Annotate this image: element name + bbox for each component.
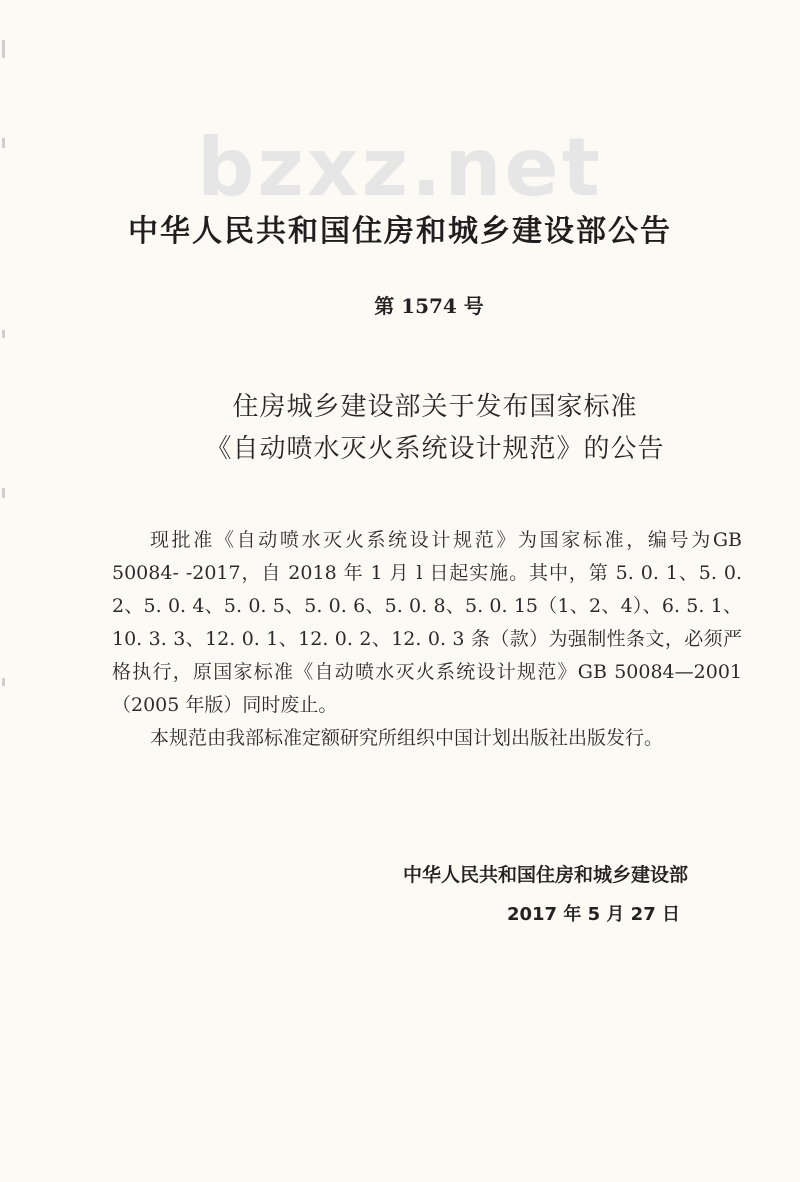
body-paragraph-2: 本规范由我部标准定额研究所组织中国计划出版社出版发行。 [150, 727, 664, 749]
notice-title-line-1: 住房城乡建设部关于发布国家标准 [232, 392, 638, 422]
signature-organization: 中华人民共和国住房和城乡建设部 [402, 864, 688, 886]
scan-edge-mark [2, 40, 5, 58]
notice-body [112, 524, 742, 755]
scan-edge-mark [2, 330, 5, 338]
watermark: bzxz.net [197, 121, 603, 214]
issue-number: 第 1574 号 [374, 294, 484, 318]
body-paragraph-1: 现批准《自动喷水灭火系统设计规范》为国家标准，编号为GB 50084- -2017，自 2018 年 1 月 l 日起实施。其中，第 5. 0. 1、5. 0. 2、5. 0. 4、5. 0. 5、5. 0. 6、5. 0. 8、5. 0. 15（1、2、4）、6. 5. 1、10. 3. 3、12. 0. 1、12. 0. 2、12. 0. 3 条（款）为强制性条文，必须严格执行，原国家标准《自动喷水灭火系统设计规范》GB 50084—2001（2005 年版）同时废止。 [112, 529, 742, 716]
scan-edge-mark [2, 678, 5, 686]
page-title: 中华人民共和国住房和城乡建设部公告 [128, 214, 672, 249]
scan-edge-mark [2, 488, 5, 498]
notice-title-line-2: 《自动喷水灭火系统设计规范》的公告 [205, 434, 665, 464]
signature-date: 2017 年 5 月 27 日 [506, 904, 680, 925]
